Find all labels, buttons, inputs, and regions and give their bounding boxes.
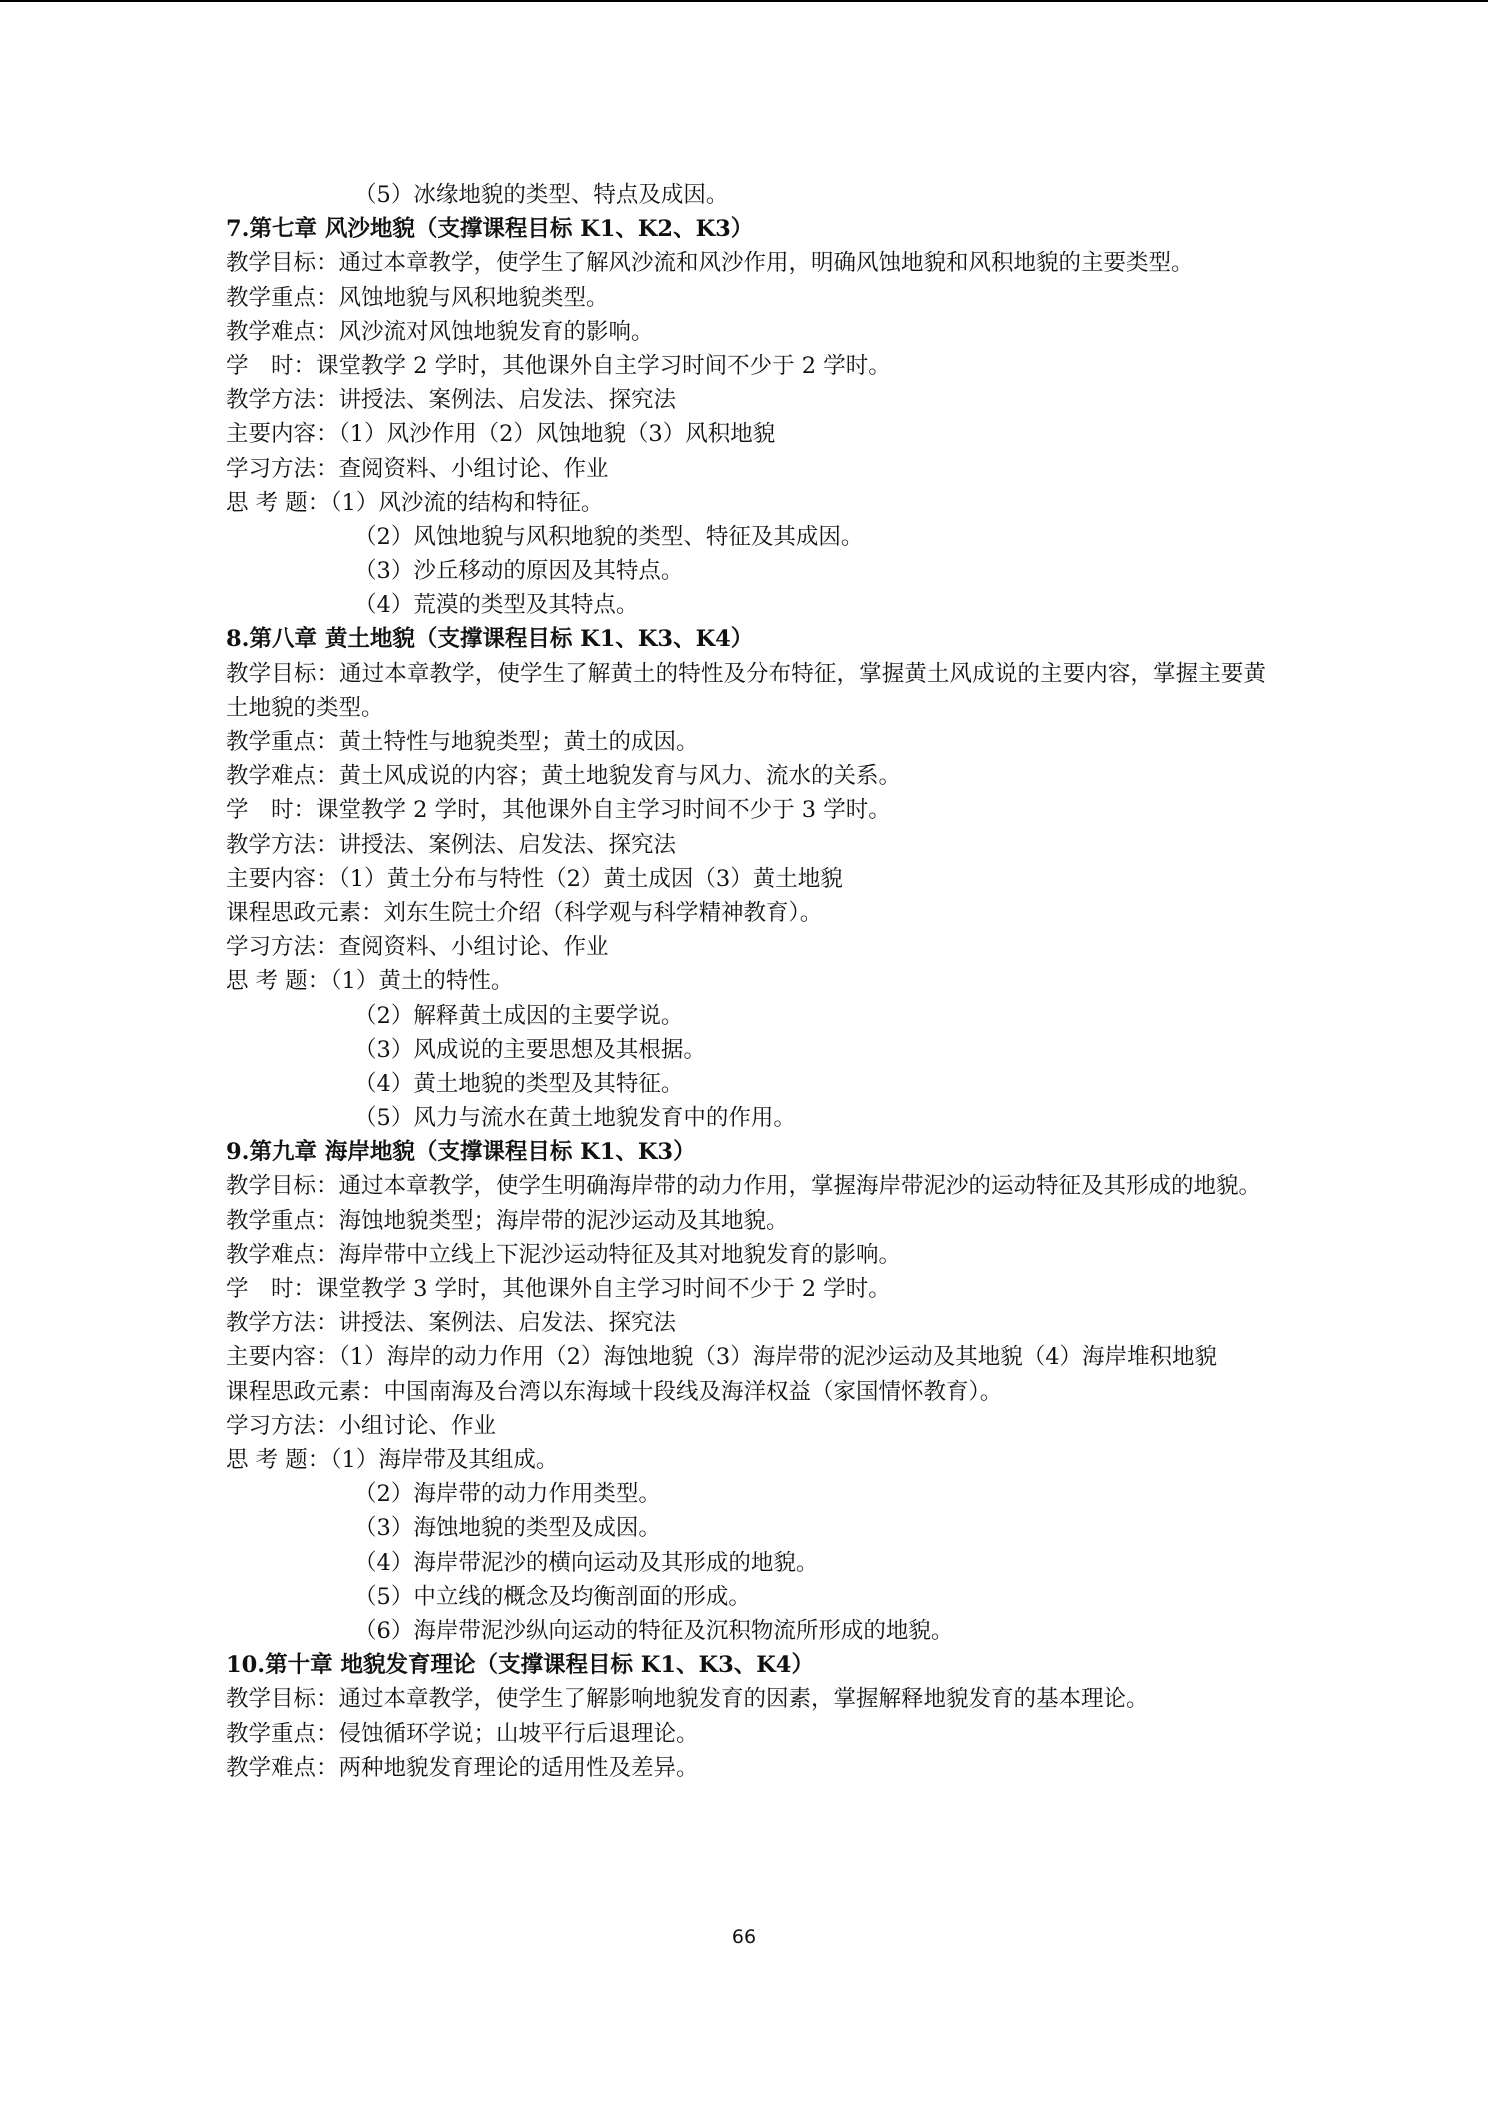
page-number: 66 <box>731 1926 757 1948</box>
text-line: 教学重点：黄土特性与地貌类型；黄土的成因。 <box>226 729 699 756</box>
question-item: （2）解释黄土成因的主要学说。 <box>354 1002 684 1029</box>
question-item: （2）风蚀地貌与风积地貌的类型、特征及其成因。 <box>354 523 864 550</box>
paragraph: 教学目标：通过本章教学，使学生了解黄土的特性及分布特征，掌握黄土风成说的主要内容，掌握主要黄土地貌的类型。 <box>226 660 1266 721</box>
text-line: 教学方法：讲授法、案例法、启发法、探究法 <box>226 1310 677 1337</box>
chapter-heading: 10.第十章 地貌发育理论（支撑课程目标 K1、K3、K4） <box>226 1652 814 1679</box>
text-line: 学 时：课堂教学 2 学时，其他课外自主学习时间不少于 2 学时。 <box>226 352 891 379</box>
question-item: （4）黄土地貌的类型及其特征。 <box>354 1070 684 1097</box>
text-line: 学习方法：查阅资料、小组讨论、作业 <box>226 455 609 482</box>
text-line: 教学方法：讲授法、案例法、启发法、探究法 <box>226 831 677 858</box>
text-line: 主要内容：（1）黄土分布与特性（2）黄土成因（3）黄土地貌 <box>226 865 843 892</box>
text-line: 思 考 题：（1）海岸带及其组成。 <box>226 1447 559 1474</box>
text-line: 课程思政元素：中国南海及台湾以东海域十段线及海洋权益（家国情怀教育）。 <box>226 1378 1003 1405</box>
text-line: 教学重点：海蚀地貌类型；海岸带的泥沙运动及其地貌。 <box>226 1207 789 1234</box>
chapter-heading: 7.第七章 风沙地貌（支撑课程目标 K1、K2、K3） <box>226 216 754 243</box>
question-item: （5）风力与流水在黄土地貌发育中的作用。 <box>354 1105 796 1132</box>
document-body <box>226 178 1266 1785</box>
text-line: 学习方法：小组讨论、作业 <box>226 1412 497 1439</box>
page-top-rule <box>0 0 1488 2</box>
question-item: （4）荒漠的类型及其特点。 <box>354 592 639 619</box>
text-line: 教学重点：侵蚀循环学说；山坡平行后退理论。 <box>226 1720 699 1747</box>
text-line: 学 时：课堂教学 3 学时，其他课外自主学习时间不少于 2 学时。 <box>226 1276 891 1303</box>
paragraph: 教学目标：通过本章教学，使学生了解影响地貌发育的因素，掌握解释地貌发育的基本理论。 <box>226 1686 1149 1713</box>
question-item: （6）海岸带泥沙纵向运动的特征及沉积物流所形成的地貌。 <box>354 1617 954 1644</box>
question-item: （3）沙丘移动的原因及其特点。 <box>354 558 684 585</box>
text-line: 学 时：课堂教学 2 学时，其他课外自主学习时间不少于 3 学时。 <box>226 797 891 824</box>
paragraph: 主要内容：（1）海岸的动力作用（2）海蚀地貌（3）海岸带的泥沙运动及其地貌（4）海岸堆积地貌 <box>226 1344 1218 1371</box>
text-line: 教学难点：黄土风成说的内容；黄土地貌发育与风力、流水的关系。 <box>226 763 902 790</box>
chapter-heading: 9.第九章 海岸地貌（支撑课程目标 K1、K3） <box>226 1139 696 1166</box>
text-line: 学习方法：查阅资料、小组讨论、作业 <box>226 934 609 961</box>
paragraph: 教学目标：通过本章教学，使学生明确海岸带的动力作用，掌握海岸带泥沙的运动特征及其形成的地貌。 <box>226 1173 1262 1200</box>
text-line: 教学难点：风沙流对风蚀地貌发育的影响。 <box>226 318 654 345</box>
question-item: （5）中立线的概念及均衡剖面的形成。 <box>354 1583 751 1610</box>
text-line: 思 考 题：（1）黄土的特性。 <box>226 968 514 995</box>
text-line: 教学难点：两种地貌发育理论的适用性及差异。 <box>226 1754 699 1781</box>
text-line: 思 考 题：（1）风沙流的结构和特征。 <box>226 489 604 516</box>
question-item: （4）海岸带泥沙的横向运动及其形成的地貌。 <box>354 1549 819 1576</box>
question-item: （5）冰缘地貌的类型、特点及成因。 <box>354 182 729 208</box>
text-line: 教学难点：海岸带中立线上下泥沙运动特征及其对地貌发育的影响。 <box>226 1241 902 1268</box>
question-item: （3）风成说的主要思想及其根据。 <box>354 1036 706 1063</box>
text-line: 教学方法：讲授法、案例法、启发法、探究法 <box>226 387 677 414</box>
paragraph: 教学目标：通过本章教学，使学生了解风沙流和风沙作用，明确风蚀地貌和风积地貌的主要类型。 <box>226 250 1194 277</box>
text-line: 主要内容：（1）风沙作用（2）风蚀地貌（3）风积地貌 <box>226 421 776 448</box>
question-item: （3）海蚀地貌的类型及成因。 <box>354 1515 661 1542</box>
chapter-heading: 8.第八章 黄土地貌（支撑课程目标 K1、K3、K4） <box>226 626 754 653</box>
question-item: （2）海岸带的动力作用类型。 <box>354 1481 661 1508</box>
text-line: 课程思政元素：刘东生院士介绍（科学观与科学精神教育）。 <box>226 899 823 926</box>
text-line: 教学重点：风蚀地貌与风积地貌类型。 <box>226 284 609 311</box>
